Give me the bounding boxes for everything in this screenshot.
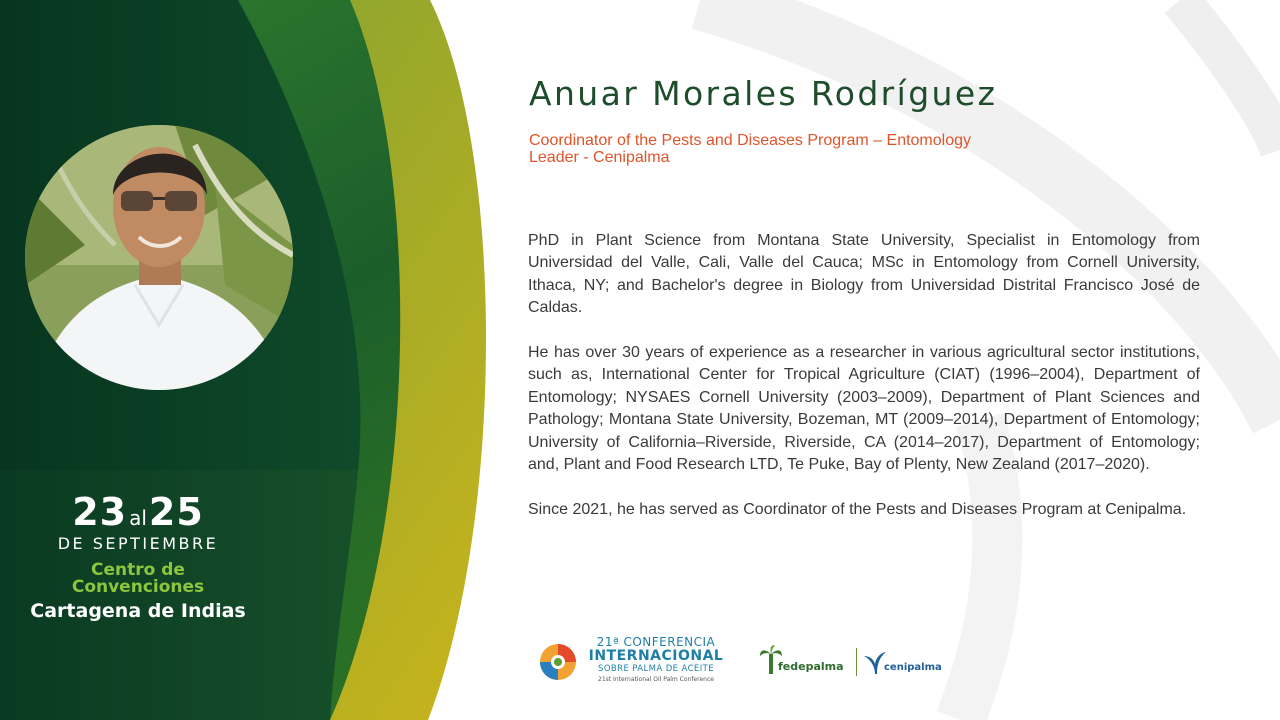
event-city: Cartagena de Indias: [30, 600, 246, 622]
bio-paragraph: Since 2021, he has served as Coordinator of the Pests and Diseases Program at Cenipalma.: [528, 500, 1187, 518]
cenipalma-leaf-icon: [864, 650, 886, 674]
conference-logo-text: [586, 636, 726, 684]
speaker-photo: [25, 125, 293, 390]
conf-line-4: 21st International Oil Palm Conference: [598, 676, 714, 683]
speaker-name: Anuar Morales Rodríguez: [529, 74, 998, 113]
venue-line-1: Centro de: [91, 560, 185, 580]
role-line-2: Leader - Cenipalma: [529, 149, 670, 166]
bio-paragraph: He has over 30 years of experience as a researcher in various agricultural sector institutions, such as, International Center for Tropical Agriculture (CIAT) (1996–2004), Department of Entomology; NYSAES Cornell University (2003–2009), Department of Plant Sciences and Pathology; Montana State University, Bozeman, MT (2009–2014), Department of Entomology; University of California–Riverside, Riverside, CA (2014–2017), Department of Entomology; and, Plant and Food Research LTD, Te Puke, Bay of Plenty, New Zealand (2017–2020).: [528, 344, 1200, 474]
venue-line-2: Convenciones: [71, 577, 205, 597]
start-day: 23: [72, 490, 128, 534]
conf-line-1: 21ª CONFERENCIA: [596, 635, 716, 649]
speaker-role: [529, 132, 999, 166]
event-venue: [0, 562, 276, 596]
date-connector: al: [129, 506, 147, 530]
conf-line-3: SOBRE PALMA DE ACEITE: [598, 664, 714, 674]
bio-paragraph: PhD in Plant Science from Montana State University, Specialist in Entomology from Universidad del Valle, Cali, Valle del Cauca; MSc in Entomology from Cornell University, Ithaca, NY; and Bachelor's degree in Biology from Universidad Distrital Francisco José de Caldas.: [528, 232, 1200, 317]
role-line-1: Coordinator of the Pests and Diseases Program – Entomology: [529, 132, 972, 149]
event-month: DE SEPTIEMBRE: [57, 534, 219, 553]
cenipalma-logo-text: cenipalma: [884, 662, 942, 673]
conf-line-2: INTERNACIONAL: [588, 648, 724, 664]
event-dates: [0, 490, 276, 534]
speaker-bio: [528, 230, 1200, 544]
fedepalma-logo-text: fedepalma: [778, 660, 844, 673]
logo-divider: [856, 648, 857, 676]
end-day: 25: [148, 490, 204, 534]
